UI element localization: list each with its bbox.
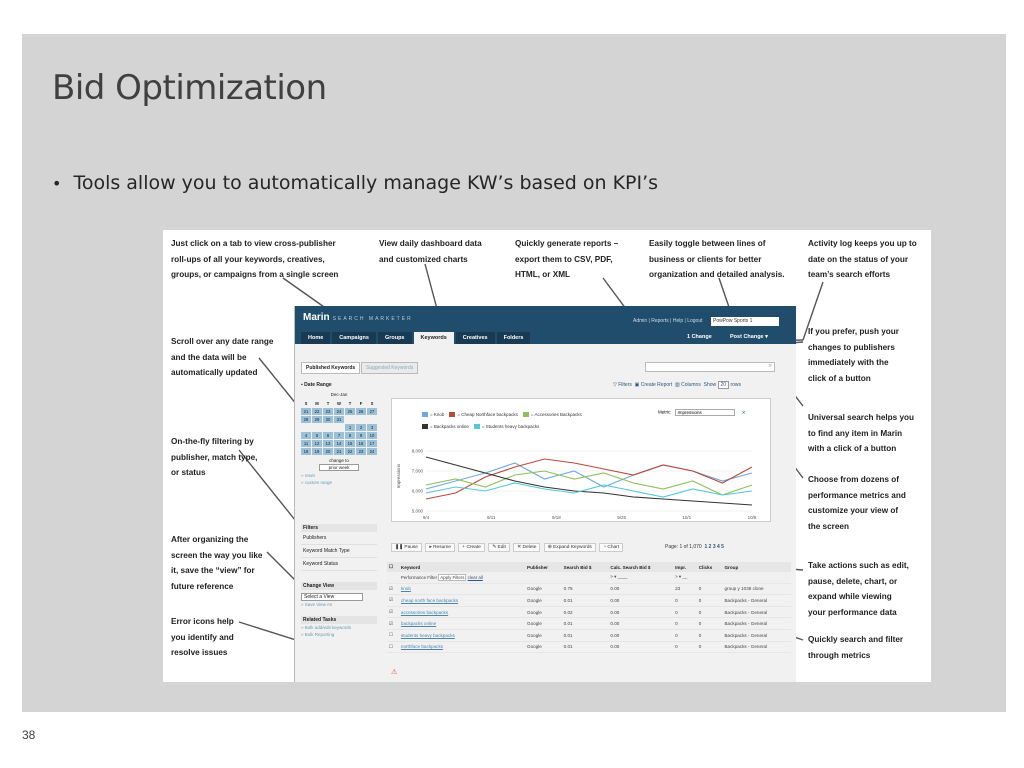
callout-line: Take actions such as edit, [808, 561, 909, 570]
callout-line: or status [171, 468, 206, 477]
filter-icon: ▽ [613, 382, 617, 388]
callout-line: On-the-fly filtering by [171, 437, 254, 446]
table-cell: Google [525, 641, 562, 653]
logo-text: Marin [303, 312, 330, 323]
col-calc-search-bid[interactable]: Calc. Search Bid $ [608, 562, 673, 572]
rows-select[interactable]: 20 [718, 381, 730, 389]
filters-panel [301, 524, 377, 571]
edit-button[interactable]: ✎ Edit [488, 543, 510, 552]
table-cell: 0.01 [562, 618, 609, 630]
metric-value: Impressions [677, 410, 702, 415]
table-cell: 0.01 [562, 595, 609, 607]
account-select[interactable]: PowPow Sports 1 [711, 317, 779, 326]
calendar-day[interactable]: 24 [334, 408, 344, 415]
calendar-day[interactable]: 31 [334, 416, 344, 423]
callout-line: After organizing the [171, 535, 249, 544]
bid-filter-input[interactable]: > ▾ ____ [608, 572, 673, 583]
table-cell: group y 1038 clone [722, 583, 791, 595]
search-icon: ⌕ [768, 363, 772, 369]
table-row[interactable] [387, 606, 791, 618]
performance-filter-cell [399, 572, 525, 583]
bulk-reporting-link[interactable]: » Bulk Reporting [301, 632, 335, 637]
delete-label: Delete [522, 545, 537, 550]
y-tick-label: 7,000 [411, 468, 423, 474]
y-tick-label: 6,000 [411, 488, 423, 494]
tab-campaigns[interactable]: Campaigns [332, 332, 376, 344]
callout-filtering [171, 434, 257, 481]
tab-keywords[interactable]: Keywords [414, 332, 454, 344]
delete-button[interactable]: ✕ Delete [513, 543, 540, 552]
calendar-day[interactable]: 12 [312, 440, 322, 447]
table-cell: 0.00 [608, 583, 673, 595]
callout-line: future reference [171, 581, 234, 591]
change-view-panel [301, 582, 377, 608]
callout-line: to find any item in Marin [808, 428, 903, 438]
calendar-day[interactable]: 23 [323, 408, 333, 415]
callout-line: If you prefer, push your [808, 327, 899, 336]
calendar-day[interactable]: 24 [367, 448, 377, 455]
callout-line: roll-ups of all your keywords, creatives, [171, 254, 325, 264]
callout-metrics [808, 472, 906, 534]
callout-line: Easily toggle between lines of [649, 239, 766, 248]
table-row[interactable] [387, 618, 791, 630]
pager [665, 544, 724, 550]
subtab-published-keywords[interactable]: Published Keywords [301, 362, 360, 374]
date-range-panel [301, 382, 377, 486]
resume-label: Resume [433, 545, 451, 550]
callout-line: export them to CSV, PDF, [515, 254, 613, 264]
edit-label: Edit [497, 545, 506, 550]
callout-universal-search [808, 410, 914, 457]
select-all-checkbox[interactable]: ☐ [387, 562, 399, 572]
main-tabs [301, 332, 530, 344]
filter-publishers[interactable]: Publishers [301, 532, 377, 545]
col-publisher[interactable]: Publisher [525, 562, 562, 572]
callout-actions [808, 558, 909, 620]
app-header [295, 306, 796, 344]
page-number: 38 [22, 728, 36, 742]
calendar-weekday: M [315, 401, 319, 406]
callout-line: business or clients for better [649, 254, 762, 264]
x-tick-label: 9/11 [486, 515, 496, 520]
x-tick-label: 10/1 [682, 515, 692, 520]
keyword-link[interactable]: northface backpacks [399, 641, 525, 653]
change-to-label: change to [329, 458, 349, 463]
calendar-day[interactable]: 19 [312, 448, 322, 455]
calendar-day[interactable]: 21 [334, 448, 344, 455]
table-cell: Google [525, 629, 562, 641]
filter-spacer [722, 572, 791, 583]
keyword-link[interactable]: knob [399, 583, 525, 595]
callout-line: team’s search efforts [808, 270, 891, 279]
annotated-screenshot [163, 230, 931, 682]
filter-spacer [562, 572, 609, 583]
row-checkbox[interactable]: ☐ [387, 641, 399, 653]
callout-date-range [171, 334, 273, 381]
callout-search-filter [808, 632, 903, 663]
keyword-link[interactable]: accessories backpacks [399, 606, 525, 618]
calendar-weekday: S [370, 401, 374, 406]
logo-subtitle: SEARCH MARKETER [332, 316, 413, 322]
callout-line: the screen [808, 521, 849, 531]
changes-count[interactable]: 1 Change [687, 334, 712, 340]
top-links[interactable]: Admin | Reports | Help | Logout [633, 318, 703, 324]
related-tasks-heading: Related Tasks [301, 616, 377, 624]
post-change-button[interactable] [730, 334, 768, 340]
x-tick-label: 9/25 [617, 515, 626, 520]
pager-links[interactable]: 1 2 3 4 5 [704, 544, 724, 550]
callout-line: Error icons help [171, 617, 234, 626]
table-cell: Backpacks - General [722, 641, 791, 653]
callout-save-view [171, 532, 262, 594]
keyword-link[interactable]: cheap north face backpacks [399, 595, 525, 607]
legend-entry: = Knob [430, 412, 445, 417]
table-cell: 0 [697, 583, 723, 595]
performance-filter-label: Performance Filter [400, 574, 438, 580]
table-cell: 0 [673, 595, 697, 607]
table-cell: 0 [673, 641, 697, 653]
callout-line: pause, delete, chart, or [808, 576, 898, 586]
error-icon[interactable]: ⚠ [391, 669, 398, 676]
columns-icon: ▥ [674, 382, 680, 388]
x-tick-label: 9/18 [552, 515, 561, 520]
impr-filter-input[interactable]: > ▾ __ [673, 572, 697, 583]
slide-title: Bid Optimization [52, 68, 327, 108]
x-tick-label: 9/4 [422, 515, 430, 520]
callout-line: performance metrics and [808, 490, 906, 500]
calendar-day[interactable]: 8 [345, 432, 355, 439]
callout-line: expand while viewing [808, 592, 892, 601]
calendar-day[interactable]: 14 [334, 440, 344, 447]
calendar-day[interactable]: 21 [301, 408, 311, 415]
table-cell: Google [525, 595, 562, 607]
calendar-day [334, 424, 344, 431]
callout-line: Quickly search and filter [808, 635, 904, 644]
filter-row [387, 572, 791, 583]
legend-entry: = Cheap Northface backpacks [457, 412, 518, 417]
calendar-day[interactable]: 3 [367, 424, 377, 431]
table-cell: 0.01 [562, 641, 609, 653]
table-cell: Backpacks - General [722, 629, 791, 641]
calendar-day [301, 424, 311, 431]
change-view-heading: Change View [301, 582, 377, 590]
report-icon: ▣ [634, 382, 640, 388]
calendar-weekday: W [337, 401, 341, 406]
table-cell: Backpacks - General [722, 618, 791, 630]
callout-line: Scroll over any date range [171, 337, 274, 346]
expand-label: Expand Keywords [553, 545, 592, 550]
table-cell: 0 [697, 595, 723, 607]
callout-line: groups, or campaigns from a single screen [171, 270, 339, 279]
close-icon[interactable]: ✕ [741, 409, 746, 415]
app-screenshot [294, 306, 796, 682]
filter-spacer [697, 572, 723, 583]
table-cell: 0 [697, 618, 723, 630]
calendar-day[interactable]: 11 [301, 440, 311, 447]
callout-line: through metrics [808, 650, 871, 660]
table-cell: 0 [697, 629, 723, 641]
callout-line: resolve issues [171, 648, 228, 657]
chart-label: Chart [607, 545, 620, 550]
callout-line: Activity log keeps you up to [808, 239, 917, 248]
calendar-day[interactable]: 22 [312, 408, 322, 415]
callout-line: HTML, or XML [515, 270, 571, 279]
calendar-weekday: T [326, 401, 330, 406]
keywords-table [387, 562, 791, 653]
table-cell: 0.75 [562, 583, 609, 595]
table-row[interactable] [387, 595, 791, 607]
callout-line: customize your view of [808, 506, 899, 515]
table-cell: Google [525, 618, 562, 630]
calendar-day[interactable]: 6 [323, 432, 333, 439]
calendar-day[interactable]: 5 [312, 432, 322, 439]
y-axis-label: Impressions [396, 463, 401, 489]
x-tick-label: 10/8 [747, 515, 757, 520]
filter-spacer [525, 572, 562, 583]
table-cell: Google [525, 583, 562, 595]
line-chart [392, 399, 772, 523]
calendar-day[interactable]: 2 [356, 424, 366, 431]
table-row[interactable] [387, 583, 791, 595]
resume-button[interactable]: ▸ Resume [425, 543, 455, 552]
series-line [426, 483, 752, 497]
row-checkbox[interactable]: ☐ [387, 629, 399, 641]
calendar-day [312, 424, 322, 431]
callout-line: date on the status of your [808, 254, 909, 264]
rows-label: rows [730, 382, 742, 388]
calendar-day[interactable]: 28 [301, 416, 311, 423]
bullet-point [52, 172, 658, 194]
calendar-day[interactable]: 25 [345, 408, 355, 415]
callout-line: changes to publishers [808, 342, 895, 352]
pause-label: Pause [404, 545, 418, 550]
callout-line: publisher, match type, [171, 452, 258, 462]
show-label: Show [703, 382, 717, 388]
calendar-day[interactable]: 30 [323, 416, 333, 423]
calendar-day [367, 416, 377, 423]
callout-errors [171, 614, 234, 661]
keyword-link[interactable]: backpacks online [399, 618, 525, 630]
calendar-month: Dec-Jan [330, 392, 348, 397]
date-range-label: Date Range [304, 382, 332, 388]
col-impressions[interactable]: Impr. [673, 562, 697, 572]
callout-line: you identify and [171, 632, 234, 642]
filter-status[interactable]: Keyword Status [301, 558, 377, 571]
calendar-day[interactable]: 23 [356, 448, 366, 455]
callout-line: Universal search helps you [808, 413, 915, 422]
callout-line: and the data will be [171, 352, 247, 362]
table-cell: 0 [673, 629, 697, 641]
calendar-day[interactable]: 10 [367, 432, 377, 439]
calendar-day[interactable]: 26 [356, 408, 366, 415]
table-row[interactable] [387, 641, 791, 653]
calendar-day [345, 416, 355, 423]
calendar-grid[interactable] [301, 400, 377, 455]
chart-toolbar [613, 382, 741, 388]
tab-folders[interactable]: Folders [497, 332, 531, 344]
row-checkbox[interactable]: ☑ [387, 606, 399, 618]
tab-groups[interactable]: Groups [378, 332, 412, 344]
table-cell: 0.00 [608, 629, 673, 641]
callout-line: click of a button [808, 373, 871, 383]
callout-activity [808, 236, 917, 283]
filters-link[interactable]: Filters [618, 382, 632, 388]
create-report-link[interactable]: Create Report [640, 382, 673, 388]
prior-week-select[interactable]: prior week [319, 464, 359, 471]
series-line [426, 457, 752, 505]
calendar-day[interactable]: 16 [356, 440, 366, 447]
callout-toggle [649, 236, 785, 283]
filters-heading: Filters [301, 524, 377, 532]
table-cell: 0 [673, 618, 697, 630]
create-button[interactable]: + Create [458, 543, 485, 552]
calendar-day[interactable]: 15 [345, 440, 355, 447]
table-cell: 0.02 [562, 606, 609, 618]
callout-line: it, save the “view” for [171, 566, 255, 575]
calendar-day[interactable]: 29 [312, 416, 322, 423]
callout-line: immediately with the [808, 358, 889, 367]
universal-search-input[interactable] [645, 362, 775, 372]
table-cell: Google [525, 606, 562, 618]
y-tick-label: 5,000 [411, 508, 423, 514]
calendar-day[interactable]: 18 [301, 448, 311, 455]
calendar-weekday: T [348, 401, 352, 406]
date-range-heading: ▪ Date Range [301, 382, 332, 388]
table-cell: 23 [673, 583, 697, 595]
callout-line: and customized charts [379, 254, 468, 264]
bulk-edit-link[interactable]: » Bulk add/edit keywords [301, 625, 352, 630]
calendar-day[interactable]: 9 [356, 432, 366, 439]
row-checkbox[interactable]: ☑ [387, 595, 399, 607]
apply-filters-button[interactable]: Apply Filters [440, 574, 465, 580]
legend-entry: = Accessories Backpacks [530, 412, 582, 417]
callout-line: Just click on a tab to view cross-publisher [171, 239, 336, 248]
table-cell: 0.00 [608, 641, 673, 653]
clear-all-link[interactable]: clear all [467, 574, 483, 580]
callout-line: automatically updated [171, 368, 258, 377]
col-clicks[interactable]: Clicks [697, 562, 723, 572]
table-cell: 0.00 [608, 618, 673, 630]
callout-line: View daily dashboard data [379, 239, 482, 248]
legend-entry: = Students heavy backpacks [481, 424, 540, 429]
columns-link[interactable]: Columns [681, 382, 701, 388]
calendar-day[interactable]: 27 [367, 408, 377, 415]
table-cell: Backpacks - General [722, 595, 791, 607]
callout-line: organization and detailed analysis. [649, 270, 785, 279]
col-group[interactable]: Group [722, 562, 791, 572]
tab-home[interactable]: Home [301, 332, 330, 344]
custom-range-link[interactable]: » custom range [301, 480, 333, 485]
view-select[interactable]: Select a View [301, 593, 363, 601]
callout-line: screen the way you like [171, 550, 263, 560]
col-search-bid[interactable]: Search Bid $ [562, 562, 609, 572]
subtab-suggested-keywords[interactable]: Suggested Keywords [361, 362, 418, 374]
calendar-day [356, 416, 366, 423]
table-row[interactable] [387, 629, 791, 641]
table-cell: 0 [697, 641, 723, 653]
filter-spacer [387, 572, 399, 583]
calendar-day[interactable]: 4 [301, 432, 311, 439]
calendar-day[interactable]: 13 [323, 440, 333, 447]
chart-button[interactable]: ◔ Chart [599, 543, 623, 552]
calendar-day[interactable]: 17 [367, 440, 377, 447]
row-checkbox[interactable]: ☑ [387, 618, 399, 630]
pause-button[interactable]: ❚❚ Pause [391, 543, 422, 552]
calendar-weekday: S [304, 401, 308, 406]
callout-line: your performance data [808, 607, 897, 617]
callout-line: with a click of a button [808, 444, 897, 453]
row-checkbox[interactable]: ☑ [387, 583, 399, 595]
keyword-link[interactable]: students heavy backpacks [399, 629, 525, 641]
callout-push [808, 324, 899, 386]
calendar-weekday: F [359, 401, 363, 406]
table-cell: 0.01 [562, 629, 609, 641]
related-tasks-panel [301, 616, 377, 638]
y-tick-label: 8,000 [411, 448, 423, 454]
chevron-down-icon: ▾ [765, 334, 768, 340]
callout-line: Quickly generate reports – [515, 239, 619, 248]
table-cell: 0.00 [608, 595, 673, 607]
expand-keywords-button[interactable]: ⊕ Expand Keywords [544, 543, 596, 552]
table-cell: Backpacks - General [722, 606, 791, 618]
table-cell: 0 [673, 606, 697, 618]
table-cell: 0 [697, 606, 723, 618]
calendar-day[interactable]: 1 [345, 424, 355, 431]
callout-reports [515, 236, 618, 283]
callout-dashboard [379, 236, 482, 267]
post-change-label: Post Change [730, 334, 764, 340]
save-view-link[interactable]: » Save View As [301, 602, 333, 607]
bullet-text: Tools allow you to automatically manage KW’s based on KPI’s [73, 172, 659, 194]
reset-link[interactable]: » reset [301, 473, 315, 478]
calendar-day [323, 424, 333, 431]
legend-entry: = Backpacks online [430, 424, 469, 429]
tab-creatives[interactable]: Creatives [456, 332, 495, 344]
calendar-day[interactable]: 22 [345, 448, 355, 455]
calendar-day[interactable]: 20 [323, 448, 333, 455]
callout-line: Choose from dozens of [808, 475, 899, 484]
col-keyword[interactable]: Keyword [399, 562, 525, 572]
callout-tab-view [171, 236, 338, 283]
chart-panel [391, 398, 771, 522]
metric-label: Metric: [658, 409, 672, 415]
app-logo [303, 312, 413, 323]
pager-text: Page: 1 of 1,070 [665, 544, 702, 550]
create-label: Create [466, 545, 481, 550]
bullet-icon: • [52, 174, 62, 193]
filter-match-type[interactable]: Keyword Match Type [301, 545, 377, 558]
calendar-day[interactable]: 7 [334, 432, 344, 439]
table-cell: 0.00 [608, 606, 673, 618]
